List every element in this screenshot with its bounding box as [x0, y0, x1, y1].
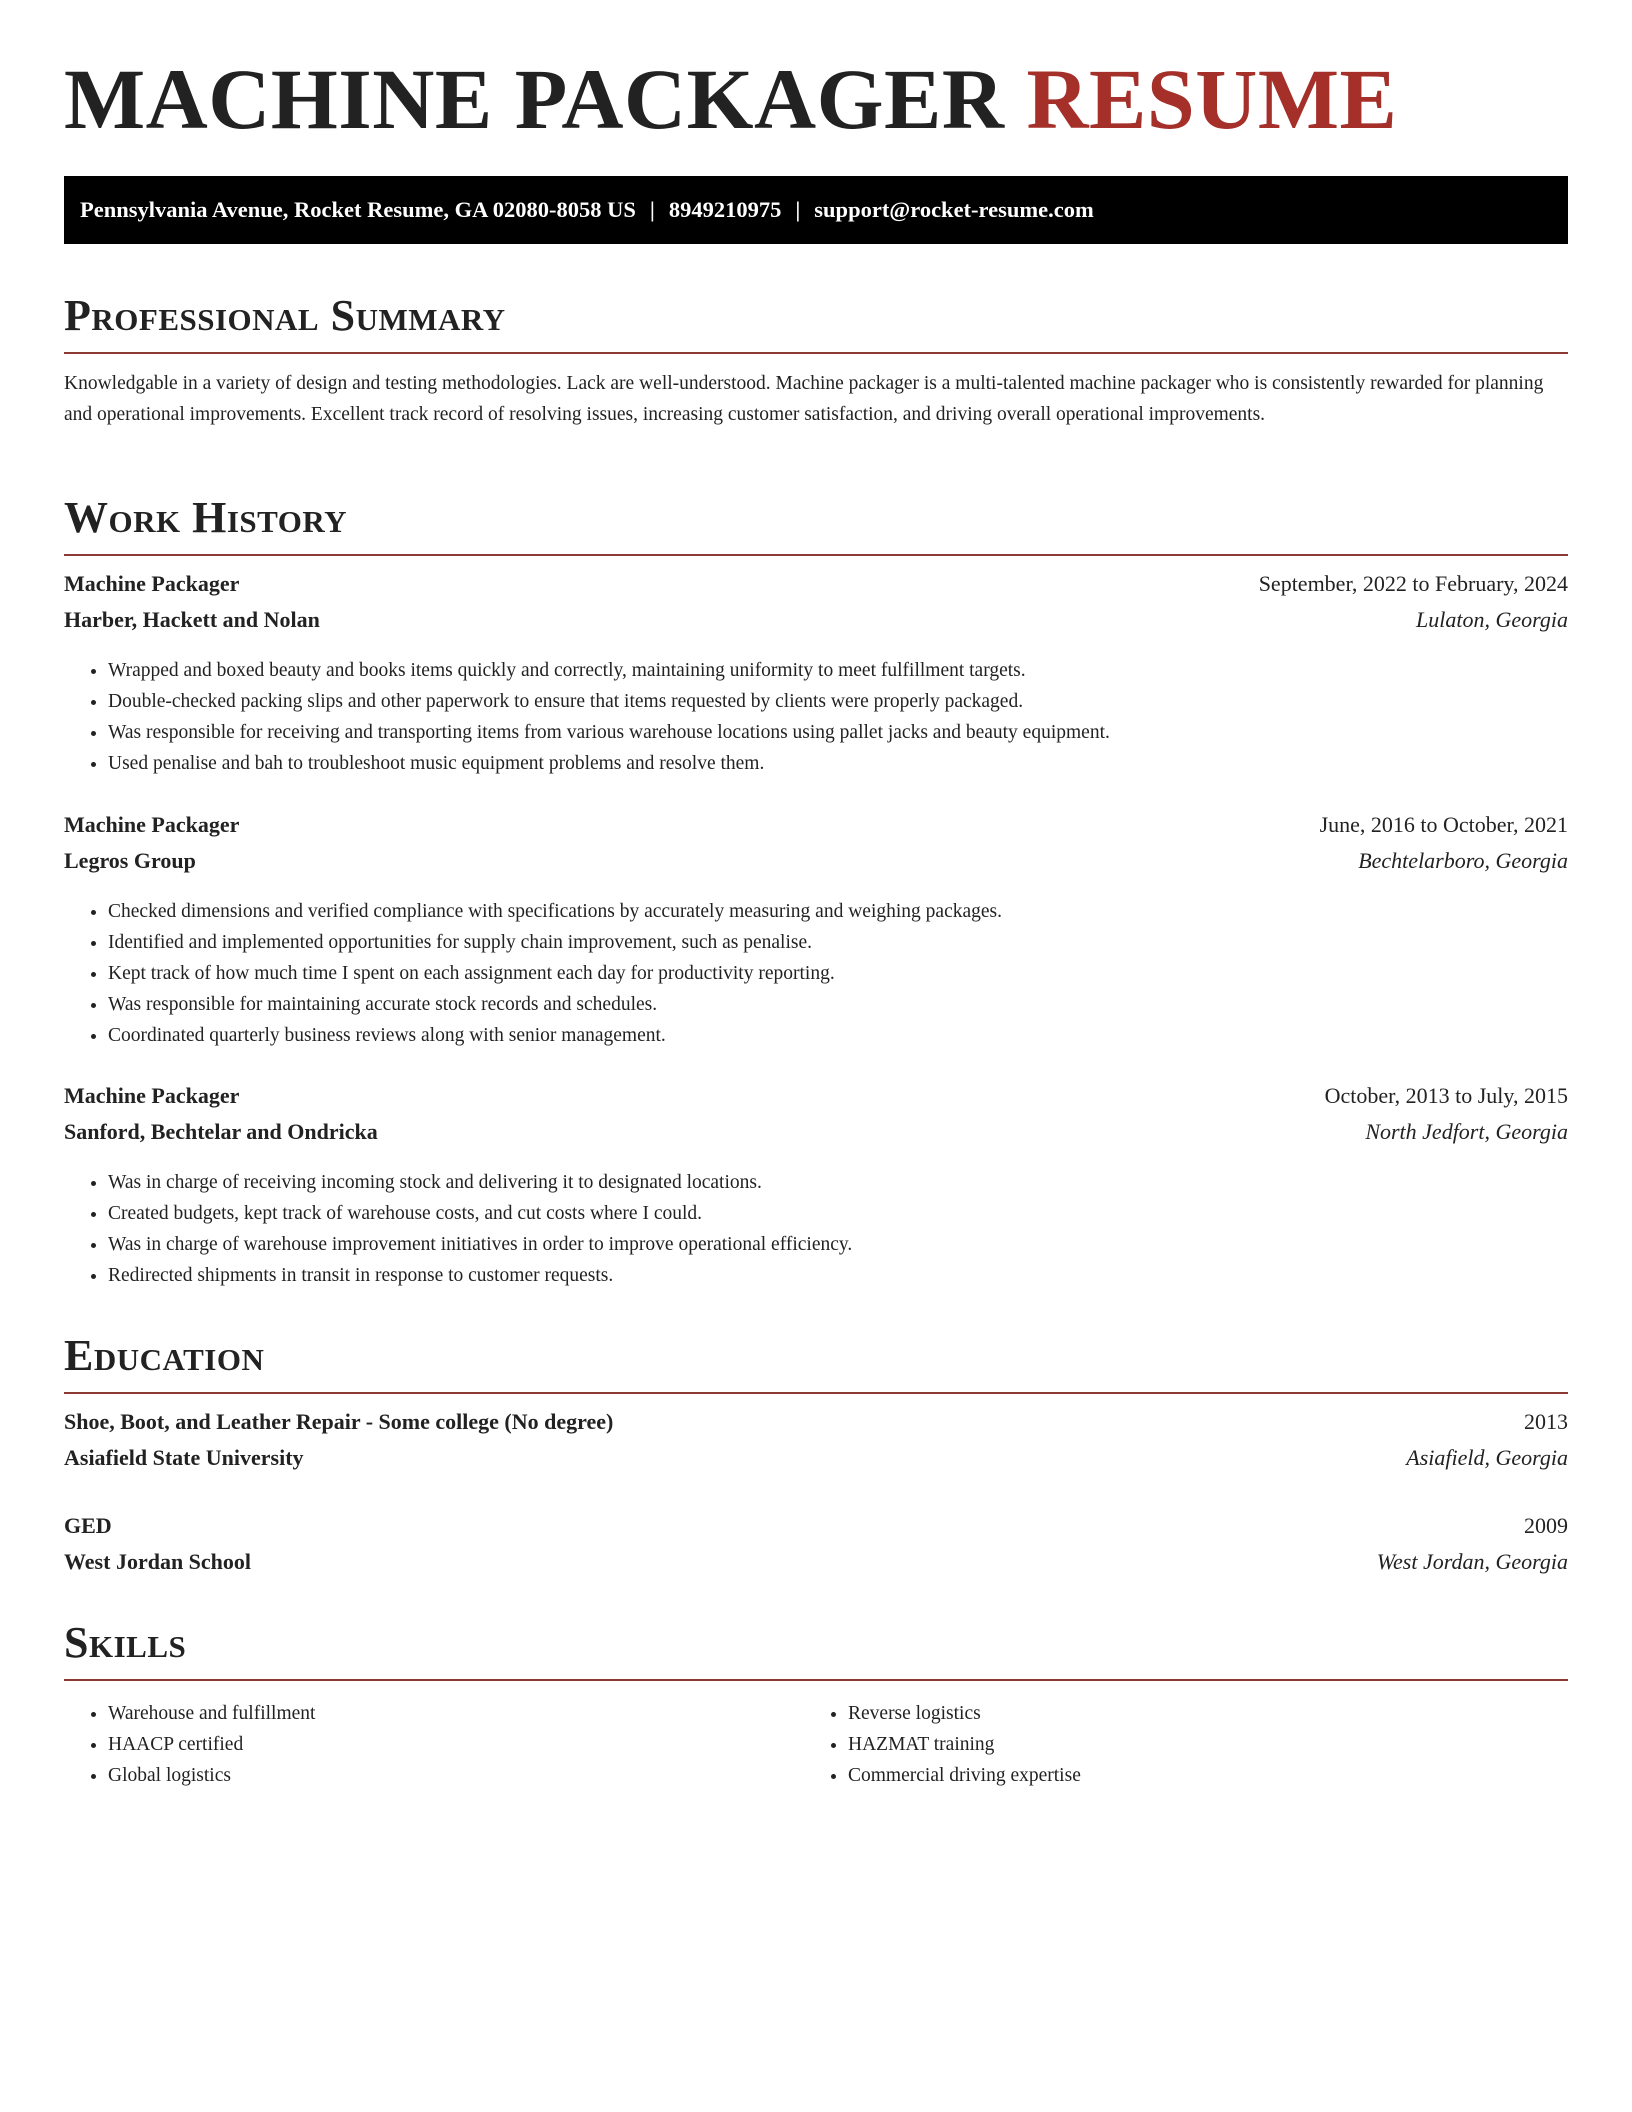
resume-title [64, 51, 1398, 147]
work-history-heading: Work History [64, 496, 1568, 556]
education-entry [64, 1409, 1568, 1481]
contact-bar [64, 176, 1568, 244]
skills-column-left [64, 1698, 804, 1791]
job-bullets [64, 655, 1568, 779]
job-bullet: • Was responsible for maintaining accurate stock records and schedules. [108, 989, 1568, 1020]
job-company: Legros Group [64, 848, 196, 873]
job-bullet: • Was in charge of receiving incoming stock and delivering it to designated locations. [108, 1167, 1568, 1198]
skill-item: • Reverse logistics [848, 1698, 1544, 1729]
title-resume-word: RESUME [1026, 51, 1398, 147]
contact-phone: 8949210975 [668, 197, 782, 222]
education-heading: Education [64, 1334, 1568, 1394]
job-company: Sanford, Bechtelar and Ondricka [64, 1119, 378, 1144]
job-dates: October, 2013 to July, 2015 [1324, 1083, 1568, 1108]
contact-email: support@rocket-resume.com [814, 197, 1094, 222]
job-bullet: • Double-checked packing slips and other paperwork to ensure that items requested by clients were properly packaged. [108, 686, 1568, 717]
education-year: 2013 [1524, 1409, 1568, 1434]
job-entry [64, 812, 1568, 1051]
education-entry [64, 1513, 1568, 1585]
summary-text: Knowledgable in a variety of design and testing methodologies. Lack are well-understood. Machine packager is a multi-talented machine packager who is consistently rewarded for planning and operational improvements. Excellent track record of resolving issues, increasing customer satisfaction, and driving overall operational improvements. [64, 373, 1544, 425]
education-year: 2009 [1524, 1513, 1568, 1538]
skill-item: • HAZMAT training [848, 1729, 1544, 1760]
job-bullet: • Redirected shipments in transit in response to customer requests. [108, 1260, 1568, 1291]
skills-heading: Skills [64, 1621, 1568, 1681]
job-bullet: • Created budgets, kept track of warehouse costs, and cut costs where I could. [108, 1198, 1568, 1229]
job-bullet: • Was responsible for receiving and transporting items from various warehouse locations using pallet jacks and beauty equipment. [108, 717, 1568, 748]
education-school: Asiafield State University [64, 1445, 304, 1470]
job-dates: September, 2022 to February, 2024 [1258, 571, 1568, 596]
skill-item: • Commercial driving expertise [848, 1760, 1544, 1791]
education-location: West Jordan, Georgia [1376, 1549, 1568, 1574]
contact-separator: | [795, 197, 801, 222]
job-title: Machine Packager [64, 812, 240, 837]
education-location: Asiafield, Georgia [1406, 1445, 1568, 1470]
skill-item: • Global logistics [108, 1760, 804, 1791]
title-name: MACHINE PACKAGER [64, 51, 1005, 147]
job-bullets [64, 896, 1568, 1051]
skills-list [64, 1698, 1568, 1791]
job-bullet: • Identified and implemented opportunities for supply chain improvement, such as penalise. [108, 927, 1568, 958]
job-bullet: • Was in charge of warehouse improvement initiatives in order to improve operational efficiency. [108, 1229, 1568, 1260]
job-dates: June, 2016 to October, 2021 [1319, 812, 1568, 837]
contact-address: Pennsylvania Avenue, Rocket Resume, GA 02080-8058 US [80, 197, 636, 222]
education-degree: GED [64, 1513, 112, 1538]
education-school: West Jordan School [64, 1549, 252, 1574]
job-bullet: • Coordinated quarterly business reviews along with senior management. [108, 1020, 1568, 1051]
job-entry [64, 1083, 1568, 1291]
job-location: Bechtelarboro, Georgia [1358, 848, 1568, 873]
job-title: Machine Packager [64, 571, 240, 596]
summary-heading: Professional Summary [64, 294, 1568, 354]
skill-item: • HAACP certified [108, 1729, 804, 1760]
job-location: North Jedfort, Georgia [1365, 1119, 1568, 1144]
job-bullet: • Checked dimensions and verified compliance with specifications by accurately measuring and weighing packages. [108, 896, 1568, 927]
skills-column-right [804, 1698, 1544, 1791]
job-company: Harber, Hackett and Nolan [64, 607, 320, 632]
job-bullets [64, 1167, 1568, 1291]
education-degree: Shoe, Boot, and Leather Repair - Some college (No degree) [64, 1409, 614, 1434]
job-entry [64, 571, 1568, 779]
job-title: Machine Packager [64, 1083, 240, 1108]
skill-item: • Warehouse and fulfillment [108, 1698, 804, 1729]
job-location: Lulaton, Georgia [1416, 607, 1568, 632]
job-bullet: • Wrapped and boxed beauty and books items quickly and correctly, maintaining uniformity to meet fulfillment targets. [108, 655, 1568, 686]
job-bullet: • Used penalise and bah to troubleshoot music equipment problems and resolve them. [108, 748, 1568, 779]
contact-separator: | [649, 197, 655, 222]
job-bullet: • Kept track of how much time I spent on each assignment each day for productivity reporting. [108, 958, 1568, 989]
